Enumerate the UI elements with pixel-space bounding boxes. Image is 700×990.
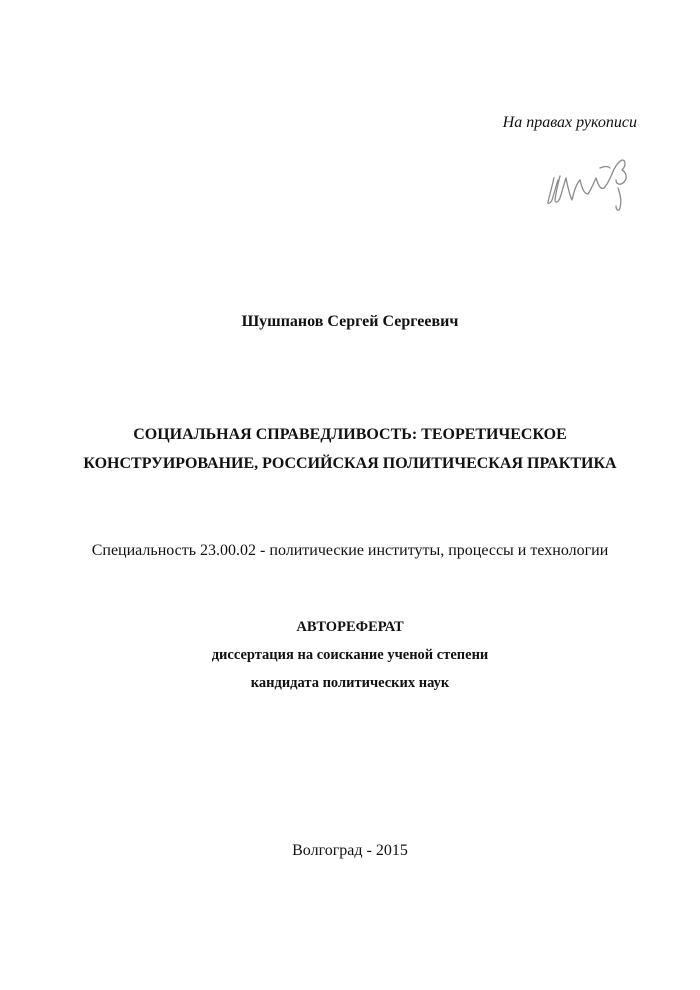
abstract-heading: АВТОРЕФЕРАТ <box>296 619 404 635</box>
author-name: Шушпанов Сергей Сергеевич <box>241 313 459 330</box>
title-line: КОНСТРУИРОВАНИЕ, РОССИЙСКАЯ ПОЛИТИЧЕСКАЯ ПРАКТИКА <box>83 455 617 472</box>
title-line: СОЦИАЛЬНАЯ СПРАВЕДЛИВОСТЬ: ТЕОРЕТИЧЕСКОЕ <box>133 426 567 443</box>
rights-notice: На правах рукописи <box>502 114 637 131</box>
abstract-degree-line: диссертация на соискание ученой степени <box>211 647 489 663</box>
handwritten-signature <box>540 148 640 218</box>
place-year: Волгоград - 2015 <box>292 842 408 859</box>
specialty-line: Специальность 23.00.02 - политические институты, процессы и технологии <box>91 542 609 559</box>
abstract-block <box>0 613 700 697</box>
abstract-degree-line: кандидата политических наук <box>250 675 450 691</box>
dissertation-title <box>0 420 700 478</box>
